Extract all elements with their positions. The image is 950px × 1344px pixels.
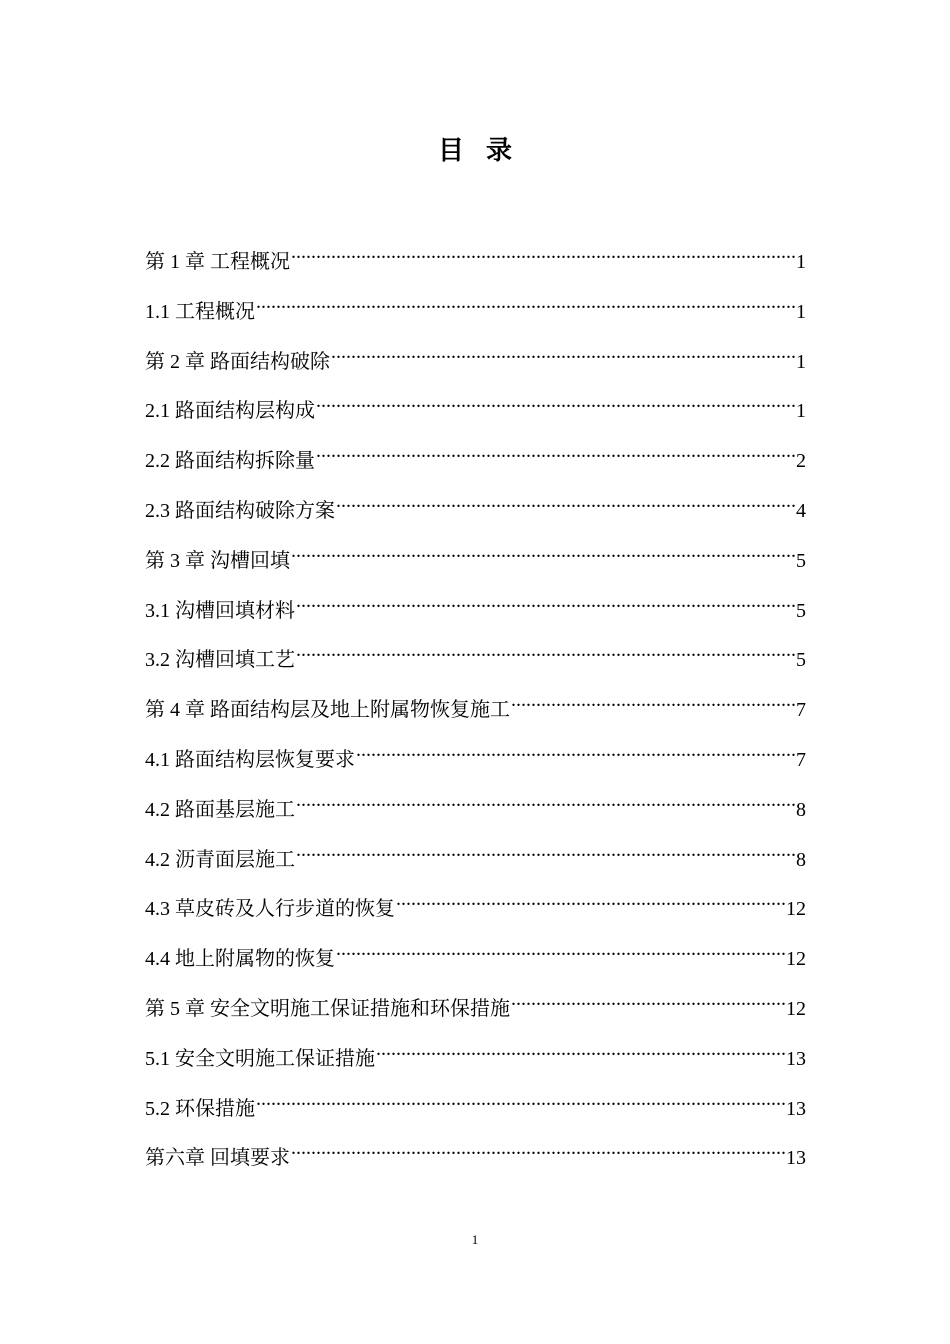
toc-entry-title: 2.2 路面结构拆除量 [145,450,315,473]
toc-entry[interactable] [145,1033,806,1083]
toc-leader-dots [256,1083,785,1115]
table-of-contents [145,236,806,1182]
toc-leader-dots [256,286,795,318]
toc-leader-dots [296,834,795,866]
footer-page-number: 1 [471,1232,479,1247]
toc-entry-page: 7 [796,699,806,722]
toc-entry-page: 4 [796,499,806,522]
toc-entry[interactable] [145,385,806,435]
toc-entry[interactable] [145,933,806,983]
toc-leader-dots [296,634,795,666]
toc-entry-title: 4.3 草皮砖及人行步道的恢复 [145,898,395,921]
toc-entry[interactable] [145,435,806,485]
toc-entry[interactable] [145,336,806,386]
toc-leader-dots [296,585,795,617]
toc-entry[interactable] [145,236,806,286]
page-title: 目录 [437,136,534,165]
toc-leader-dots [331,336,795,368]
toc-leader-dots [511,684,795,716]
toc-entry[interactable] [145,983,806,1033]
toc-entry-page: 12 [786,898,806,921]
toc-entry-title: 5.1 安全文明施工保证措施 [145,1047,375,1070]
toc-entry-page: 8 [796,798,806,821]
toc-entry-title: 第 1 章 工程概况 [145,251,290,273]
toc-entry-page: 1 [796,251,806,273]
toc-entry[interactable] [145,1132,806,1182]
toc-entry-page: 5 [796,549,806,572]
toc-entry[interactable] [145,784,806,834]
toc-entry-title: 4.2 路面基层施工 [145,798,295,821]
toc-leader-dots [316,385,795,417]
toc-entry[interactable] [145,1083,806,1133]
toc-entry-page: 13 [786,1147,806,1170]
toc-leader-dots [396,883,785,915]
toc-entry[interactable] [145,734,806,784]
toc-leader-dots [356,734,795,766]
toc-entry-page: 1 [796,300,806,323]
toc-leader-dots [336,485,795,517]
toc-entry-page: 2 [796,450,806,473]
toc-leader-dots [336,933,785,965]
toc-entry[interactable] [145,883,806,933]
toc-entry-page: 5 [796,649,806,672]
toc-entry-page: 7 [796,748,806,771]
toc-leader-dots [291,535,795,567]
toc-entry[interactable] [145,834,806,884]
toc-entry-page: 1 [796,400,806,423]
toc-entry-title: 3.2 沟槽回填工艺 [145,649,295,672]
toc-entry-title: 第 3 章 沟槽回填 [145,549,290,572]
toc-entry[interactable] [145,634,806,684]
toc-leader-dots [291,1132,785,1164]
toc-entry-page: 13 [786,1097,806,1120]
toc-leader-dots [376,1033,785,1065]
toc-leader-dots [511,983,785,1015]
toc-leader-dots [316,435,795,467]
toc-entry-page: 5 [796,599,806,622]
toc-entry[interactable] [145,585,806,635]
toc-entry-page: 13 [786,1047,806,1070]
toc-entry[interactable] [145,485,806,535]
toc-entry-title: 第 4 章 路面结构层及地上附属物恢复施工 [145,699,510,722]
toc-entry-title: 4.4 地上附属物的恢复 [145,948,335,971]
toc-entry-title: 4.1 路面结构层恢复要求 [145,748,355,771]
toc-entry-title: 第 2 章 路面结构破除 [145,350,330,373]
toc-entry-title: 2.3 路面结构破除方案 [145,499,335,522]
toc-leader-dots [296,784,795,816]
toc-entry-title: 4.2 沥青面层施工 [145,848,295,871]
toc-entry-title: 3.1 沟槽回填材料 [145,599,295,622]
toc-leader-dots [291,236,795,268]
toc-entry-title: 2.1 路面结构层构成 [145,400,315,423]
toc-entry-title: 1.1 工程概况 [145,300,255,323]
toc-entry[interactable] [145,286,806,336]
toc-entry-page: 8 [796,848,806,871]
toc-entry-title: 第 5 章 安全文明施工保证措施和环保措施 [145,997,510,1020]
toc-entry[interactable] [145,535,806,585]
toc-entry-title: 5.2 环保措施 [145,1097,255,1120]
toc-entry-page: 12 [786,948,806,971]
toc-entry-title: 第六章 回填要求 [145,1147,290,1170]
toc-entry-page: 1 [796,350,806,373]
toc-entry[interactable] [145,684,806,734]
toc-entry-page: 12 [786,997,806,1020]
